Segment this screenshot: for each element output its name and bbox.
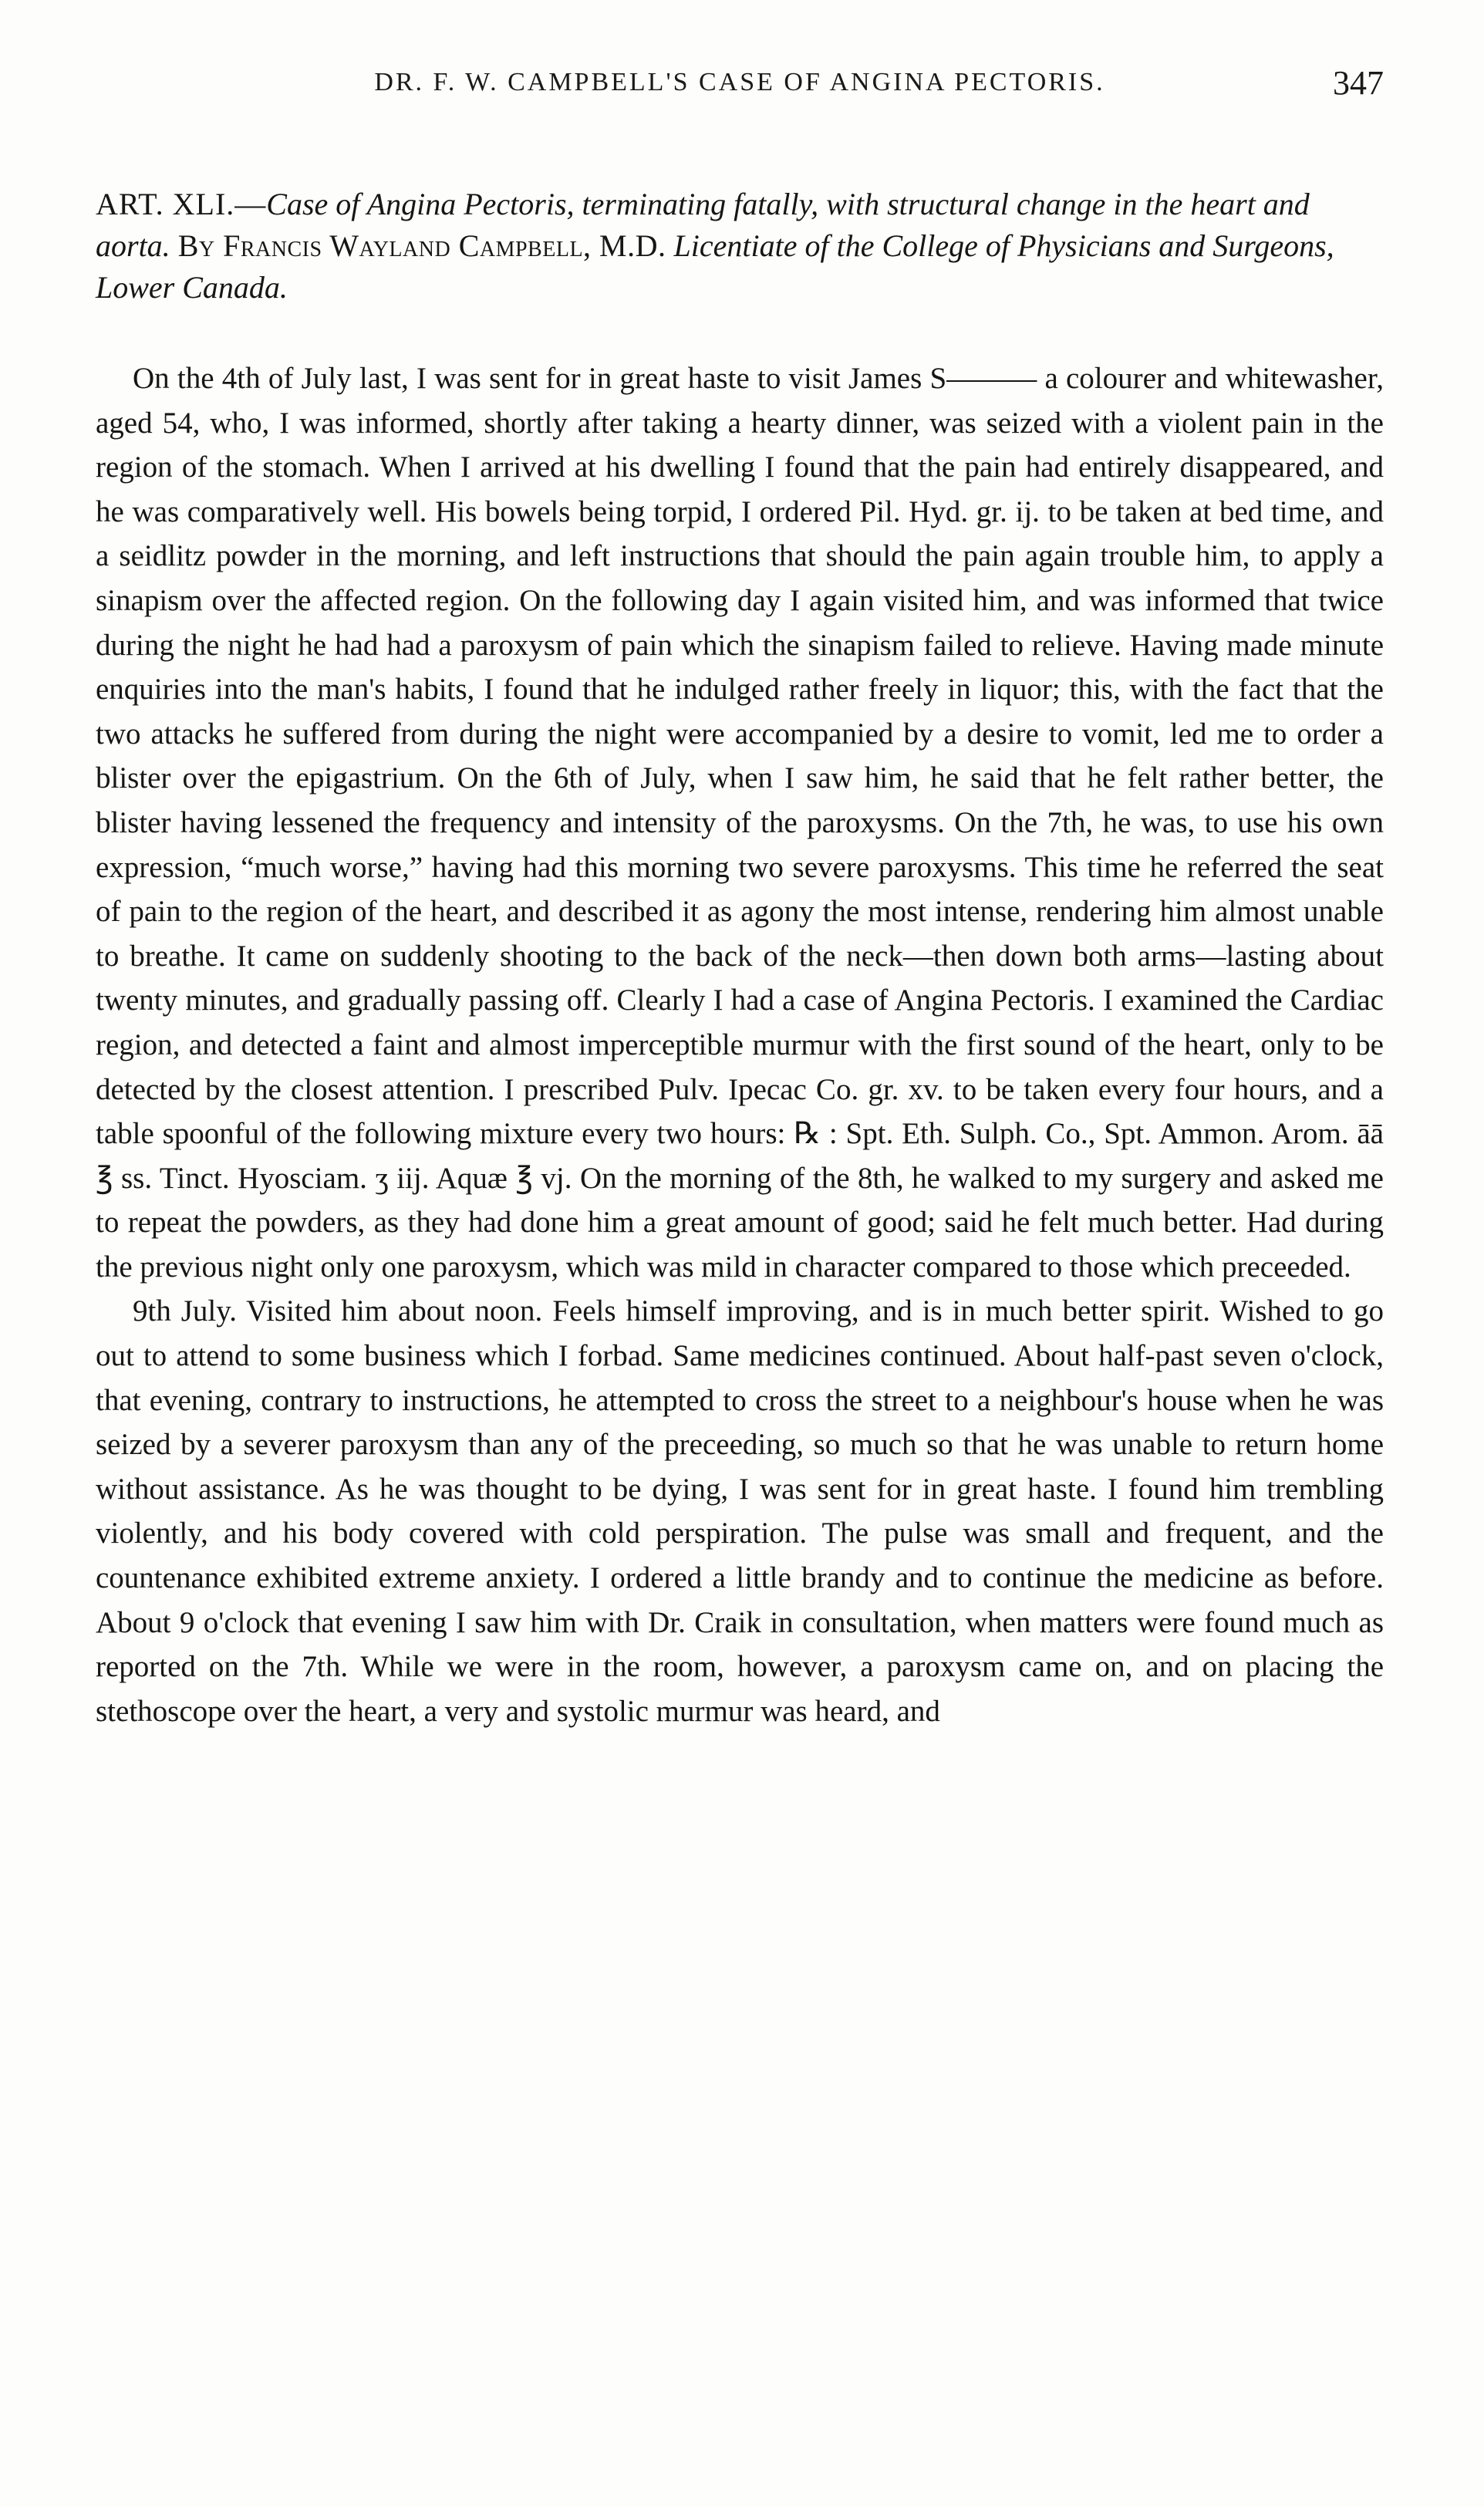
page-number: 347 [1333, 64, 1384, 102]
article-title: Case of Angina Pectoris, terminating fatally, with structural change in the heart and aorta. [96, 187, 1310, 263]
running-head [96, 64, 1384, 122]
article-body [96, 356, 1384, 1733]
article-heading [96, 184, 1384, 309]
article-byline: By Francis Wayland Campbell, M.D. [177, 228, 666, 263]
running-title: DR. F. W. CAMPBELL'S CASE OF ANGINA PECTORIS. [374, 68, 1105, 96]
article-affiliation: Licentiate of the College of Physicians and Surgeons, Lower Canada. [96, 228, 1334, 305]
article-label: ART. XLI.— [96, 187, 267, 221]
body-paragraph-2: 9th July. Visited him about noon. Feels himself improving, and is in much better spirit. Wished to go out to attend to some business which I forbad. Same medicines continued. About half-past seven o'clock, that evening, contrary to instructions, he attempted to cross the street to a neighbour's house when he was seized by a severer paroxysm than any of the preceeding, so much so that he was unable to return home without assistance. As he was thought to be dying, I was sent for in great haste. I found him trembling violently, and his body covered with cold perspiration. The pulse was small and frequent, and the countenance exhibited extreme anxiety. I ordered a little brandy and to continue the medicine as before. About 9 o'clock that evening I saw him with Dr. Craik in consultation, when matters were found much as reported on the 7th. While we were in the room, however, a paroxysm came on, and on placing the stethoscope over the heart, a very and systolic murmur was heard, and [96, 1294, 1384, 1728]
body-paragraph-1: On the 4th of July last, I was sent for in great haste to visit James S——— a colourer and whitewasher, aged 54, who, I was informed, shortly after taking a hearty dinner, was seized with a violent pain in the region of the stomach. When I arrived at his dwelling I found that the pain had entirely disappeared, and he was comparatively well. His bowels being torpid, I ordered Pil. Hyd. gr. ij. to be taken at bed time, and a seidlitz powder in the morning, and left instructions that should the pain again trouble him, to apply a sinapism over the affected region. On the following day I again visited him, and was informed that twice during the night he had had a paroxysm of pain which the sinapism failed to relieve. Having made minute enquiries into the man's habits, I found that he indulged rather freely in liquor; this, with the fact that the two attacks he suffered from during the night were accompanied by a desire to vomit, led me to order a blister over the epigastrium. On the 6th of July, when I saw him, he said that he felt rather better, the blister having lessened the frequency and intensity of the paroxysms. On the 7th, he was, to use his own expression, “much worse,” having had this morning two severe paroxysms. This time he referred the seat of pain to the region of the heart, and described it as agony the most intense, rendering him almost unable to breathe. It came on suddenly shooting to the back of the neck—then down both arms—lasting about twenty minutes, and gradually passing off. Clearly I had a case of Angina Pectoris. I examined the Cardiac region, and detected a faint and almost imperceptible murmur with the first sound of the heart, only to be detected by the closest attention. I prescribed Pulv. Ipecac Co. gr. xv. to be taken every four hours, and a table spoonful of the following mixture every two hours: ℞ : Spt. Eth. Sulph. Co., Spt. Ammon. Arom. āā ℥ ss. Tinct. Hyosciam. ʒ iij. Aquæ ℥ vj. On the morning of the 8th, he walked to my surgery and asked me to repeat the powders, as they had done him a great amount of good; said he felt much better. Had during the previous night only one paroxysm, which was mild in character compared to those which preceeded. [96, 362, 1384, 1284]
